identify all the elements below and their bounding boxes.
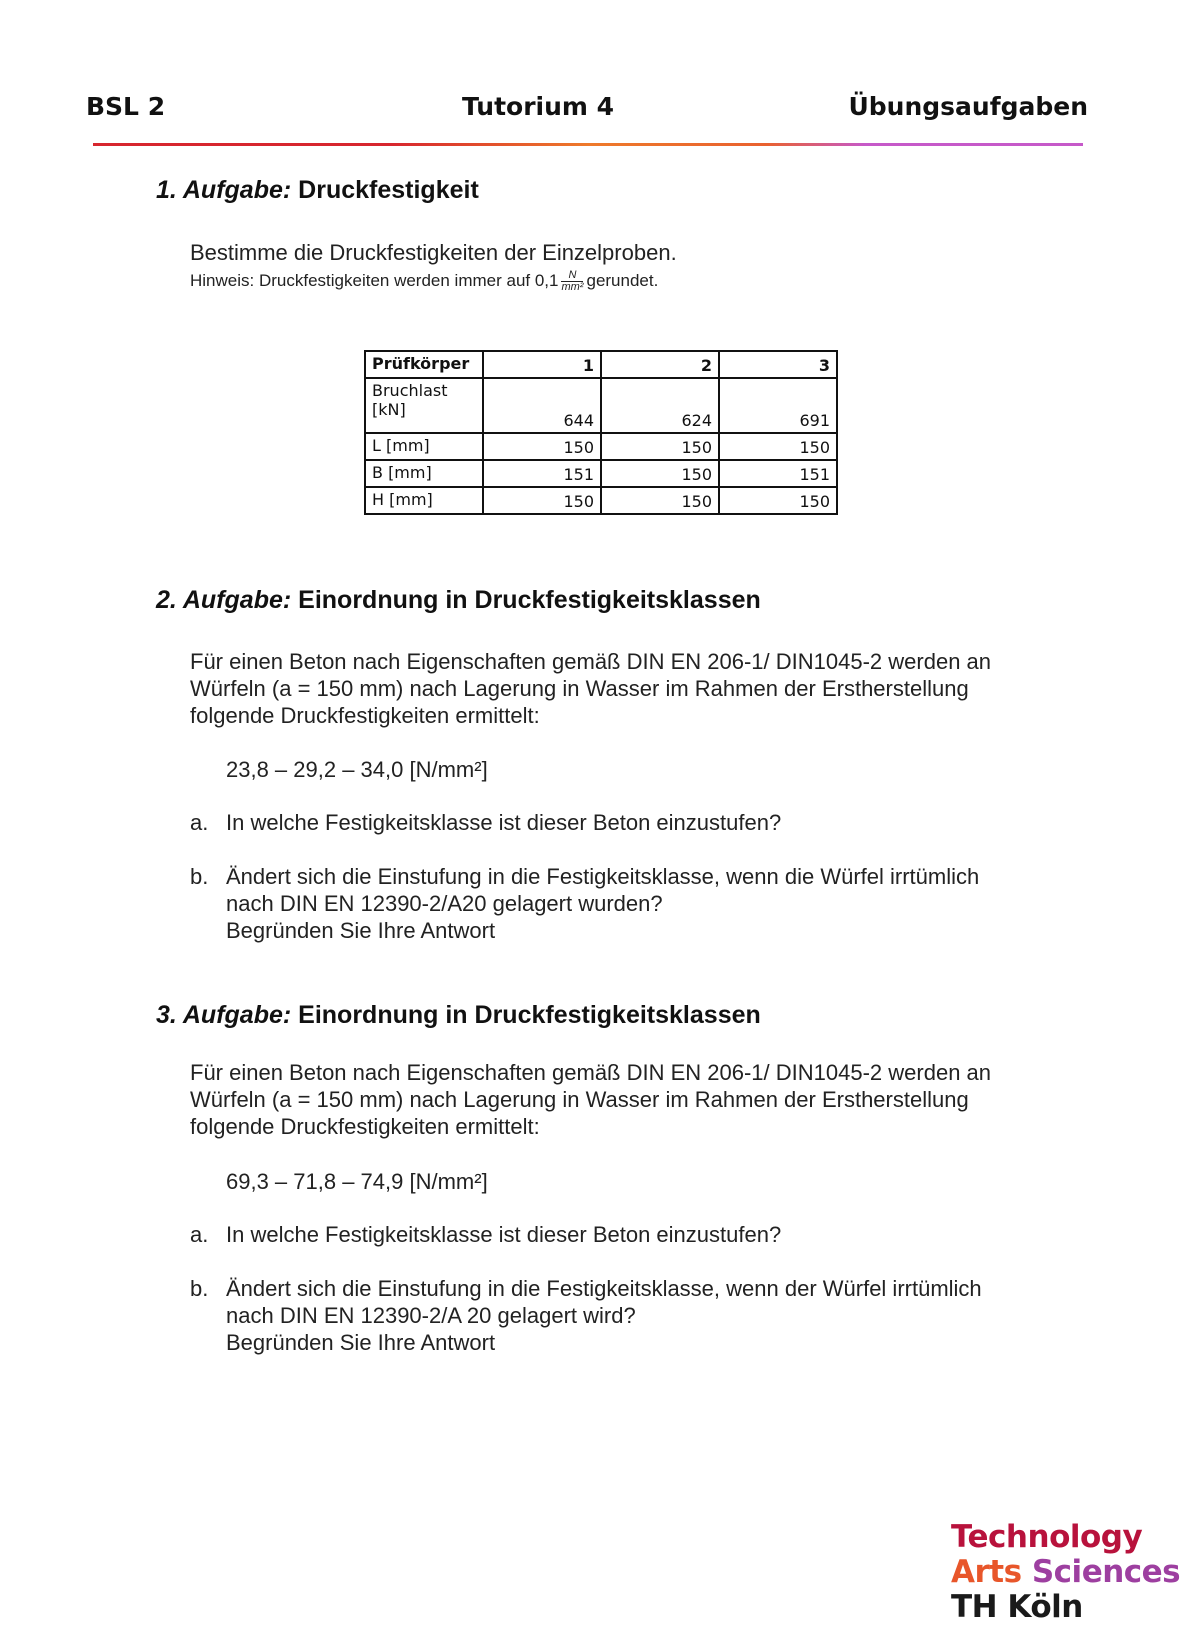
table-cell: 150 xyxy=(601,460,719,487)
table-header-cell: 1 xyxy=(483,351,601,378)
logo-arts-sciences xyxy=(951,1555,1180,1590)
question-line: nach DIN EN 12390-2/A 20 gelagert wird? xyxy=(226,1303,636,1328)
question-letter: a. xyxy=(190,1222,209,1247)
task1-title: Druckfestigkeit xyxy=(298,176,479,204)
question-line: nach DIN EN 12390-2/A20 gelagert wurden? xyxy=(226,891,663,916)
table-row-label xyxy=(365,378,483,433)
table-row xyxy=(365,487,837,514)
question-letter: b. xyxy=(190,1276,209,1301)
table-cell: 150 xyxy=(601,433,719,460)
task2-values: 23,8 – 29,2 – 34,0 [N/mm²] xyxy=(226,757,488,782)
task3-question-a xyxy=(190,1221,781,1248)
table-cell: 150 xyxy=(601,487,719,514)
task3-question-b xyxy=(190,1275,982,1356)
paragraph-line: Würfeln (a = 150 mm) nach Lagerung in Wasser im Rahmen der Erstherstellung xyxy=(190,1087,969,1112)
table-row xyxy=(365,378,837,433)
task3-title: Einordnung in Druckfestigkeitsklassen xyxy=(298,1001,761,1029)
logo-sciences: Sciences xyxy=(1031,1554,1181,1590)
task1-instruction: Bestimme die Druckfestigkeiten der Einzelproben. xyxy=(190,240,677,265)
table-header-row xyxy=(365,351,837,378)
task3-heading xyxy=(156,1001,761,1030)
question-text xyxy=(226,1275,982,1356)
task3-values: 69,3 – 71,8 – 74,9 [N/mm²] xyxy=(226,1169,488,1194)
paragraph-line: Für einen Beton nach Eigenschaften gemäß DIN EN 206-1/ DIN1045-2 werden an xyxy=(190,649,992,674)
paragraph-line: folgende Druckfestigkeiten ermittelt: xyxy=(190,703,540,728)
table-row-label-line: [kN] xyxy=(372,400,406,419)
question-line: Begründen Sie Ihre Antwort xyxy=(226,1330,496,1355)
header-course: BSL 2 xyxy=(86,92,166,121)
table-cell: 624 xyxy=(601,378,719,433)
table-cell: 150 xyxy=(719,433,837,460)
table-row-label: B [mm] xyxy=(365,460,483,487)
table-cell: 150 xyxy=(719,487,837,514)
task2-question-a xyxy=(190,809,781,836)
table-cell: 151 xyxy=(719,460,837,487)
header-section: Übungsaufgaben xyxy=(848,92,1088,121)
th-koeln-logo xyxy=(951,1520,1180,1625)
question-line: Begründen Sie Ihre Antwort xyxy=(226,918,496,943)
task2-heading xyxy=(156,586,761,615)
table-header-cell: 3 xyxy=(719,351,837,378)
task2-title: Einordnung in Druckfestigkeitsklassen xyxy=(298,586,761,614)
logo-arts: Arts xyxy=(951,1554,1022,1590)
table-header-cell: 2 xyxy=(601,351,719,378)
task1-hint xyxy=(190,270,658,293)
question-letter: a. xyxy=(190,810,209,835)
table-row-label: L [mm] xyxy=(365,433,483,460)
header-tutorium: Tutorium 4 xyxy=(462,92,615,121)
paragraph-line: Für einen Beton nach Eigenschaften gemäß DIN EN 206-1/ DIN1045-2 werden an xyxy=(190,1060,992,1085)
task2-number: 2. Aufgabe: xyxy=(156,586,292,614)
hint-frac-denominator: mm² xyxy=(561,281,584,293)
task1-number: 1. Aufgabe: xyxy=(156,176,292,204)
table-cell: 644 xyxy=(483,378,601,433)
header-divider xyxy=(93,143,1083,146)
task3-number: 3. Aufgabe: xyxy=(156,1001,292,1029)
hint-prefix: Hinweis: Druckfestigkeiten werden immer auf 0,1 xyxy=(190,270,559,290)
table-row-label: H [mm] xyxy=(365,487,483,514)
table-row xyxy=(365,433,837,460)
logo-technology: Technology xyxy=(951,1519,1143,1555)
question-text: In welche Festigkeitsklasse ist dieser Beton einzustufen? xyxy=(226,810,782,835)
strength-table-wrapper xyxy=(364,350,838,515)
task1-heading xyxy=(156,176,479,205)
table-cell: 151 xyxy=(483,460,601,487)
logo-th-koeln: TH Köln xyxy=(951,1589,1083,1625)
question-line: Ändert sich die Einstufung in die Festigkeitsklasse, wenn die Würfel irrtümlich xyxy=(226,864,980,889)
task3-paragraph xyxy=(190,1059,991,1140)
hint-fraction xyxy=(561,270,583,293)
table-cell: 150 xyxy=(483,487,601,514)
task2-question-b xyxy=(190,863,979,944)
table-row-label-line: Bruchlast xyxy=(372,381,448,400)
question-line: Ändert sich die Einstufung in die Festigkeitsklasse, wenn der Würfel irrtümlich xyxy=(226,1276,982,1301)
hint-suffix: gerundet. xyxy=(586,270,659,290)
question-text xyxy=(226,863,979,944)
strength-table xyxy=(364,350,838,515)
paragraph-line: folgende Druckfestigkeiten ermittelt: xyxy=(190,1114,540,1139)
task2-paragraph xyxy=(190,648,991,729)
paragraph-line: Würfeln (a = 150 mm) nach Lagerung in Wasser im Rahmen der Erstherstellung xyxy=(190,676,969,701)
table-row xyxy=(365,460,837,487)
table-header-cell: Prüfkörper xyxy=(365,351,483,378)
hint-frac-numerator: N xyxy=(561,270,583,282)
table-cell: 150 xyxy=(483,433,601,460)
table-cell: 691 xyxy=(719,378,837,433)
question-text: In welche Festigkeitsklasse ist dieser Beton einzustufen? xyxy=(226,1222,782,1247)
question-letter: b. xyxy=(190,864,209,889)
